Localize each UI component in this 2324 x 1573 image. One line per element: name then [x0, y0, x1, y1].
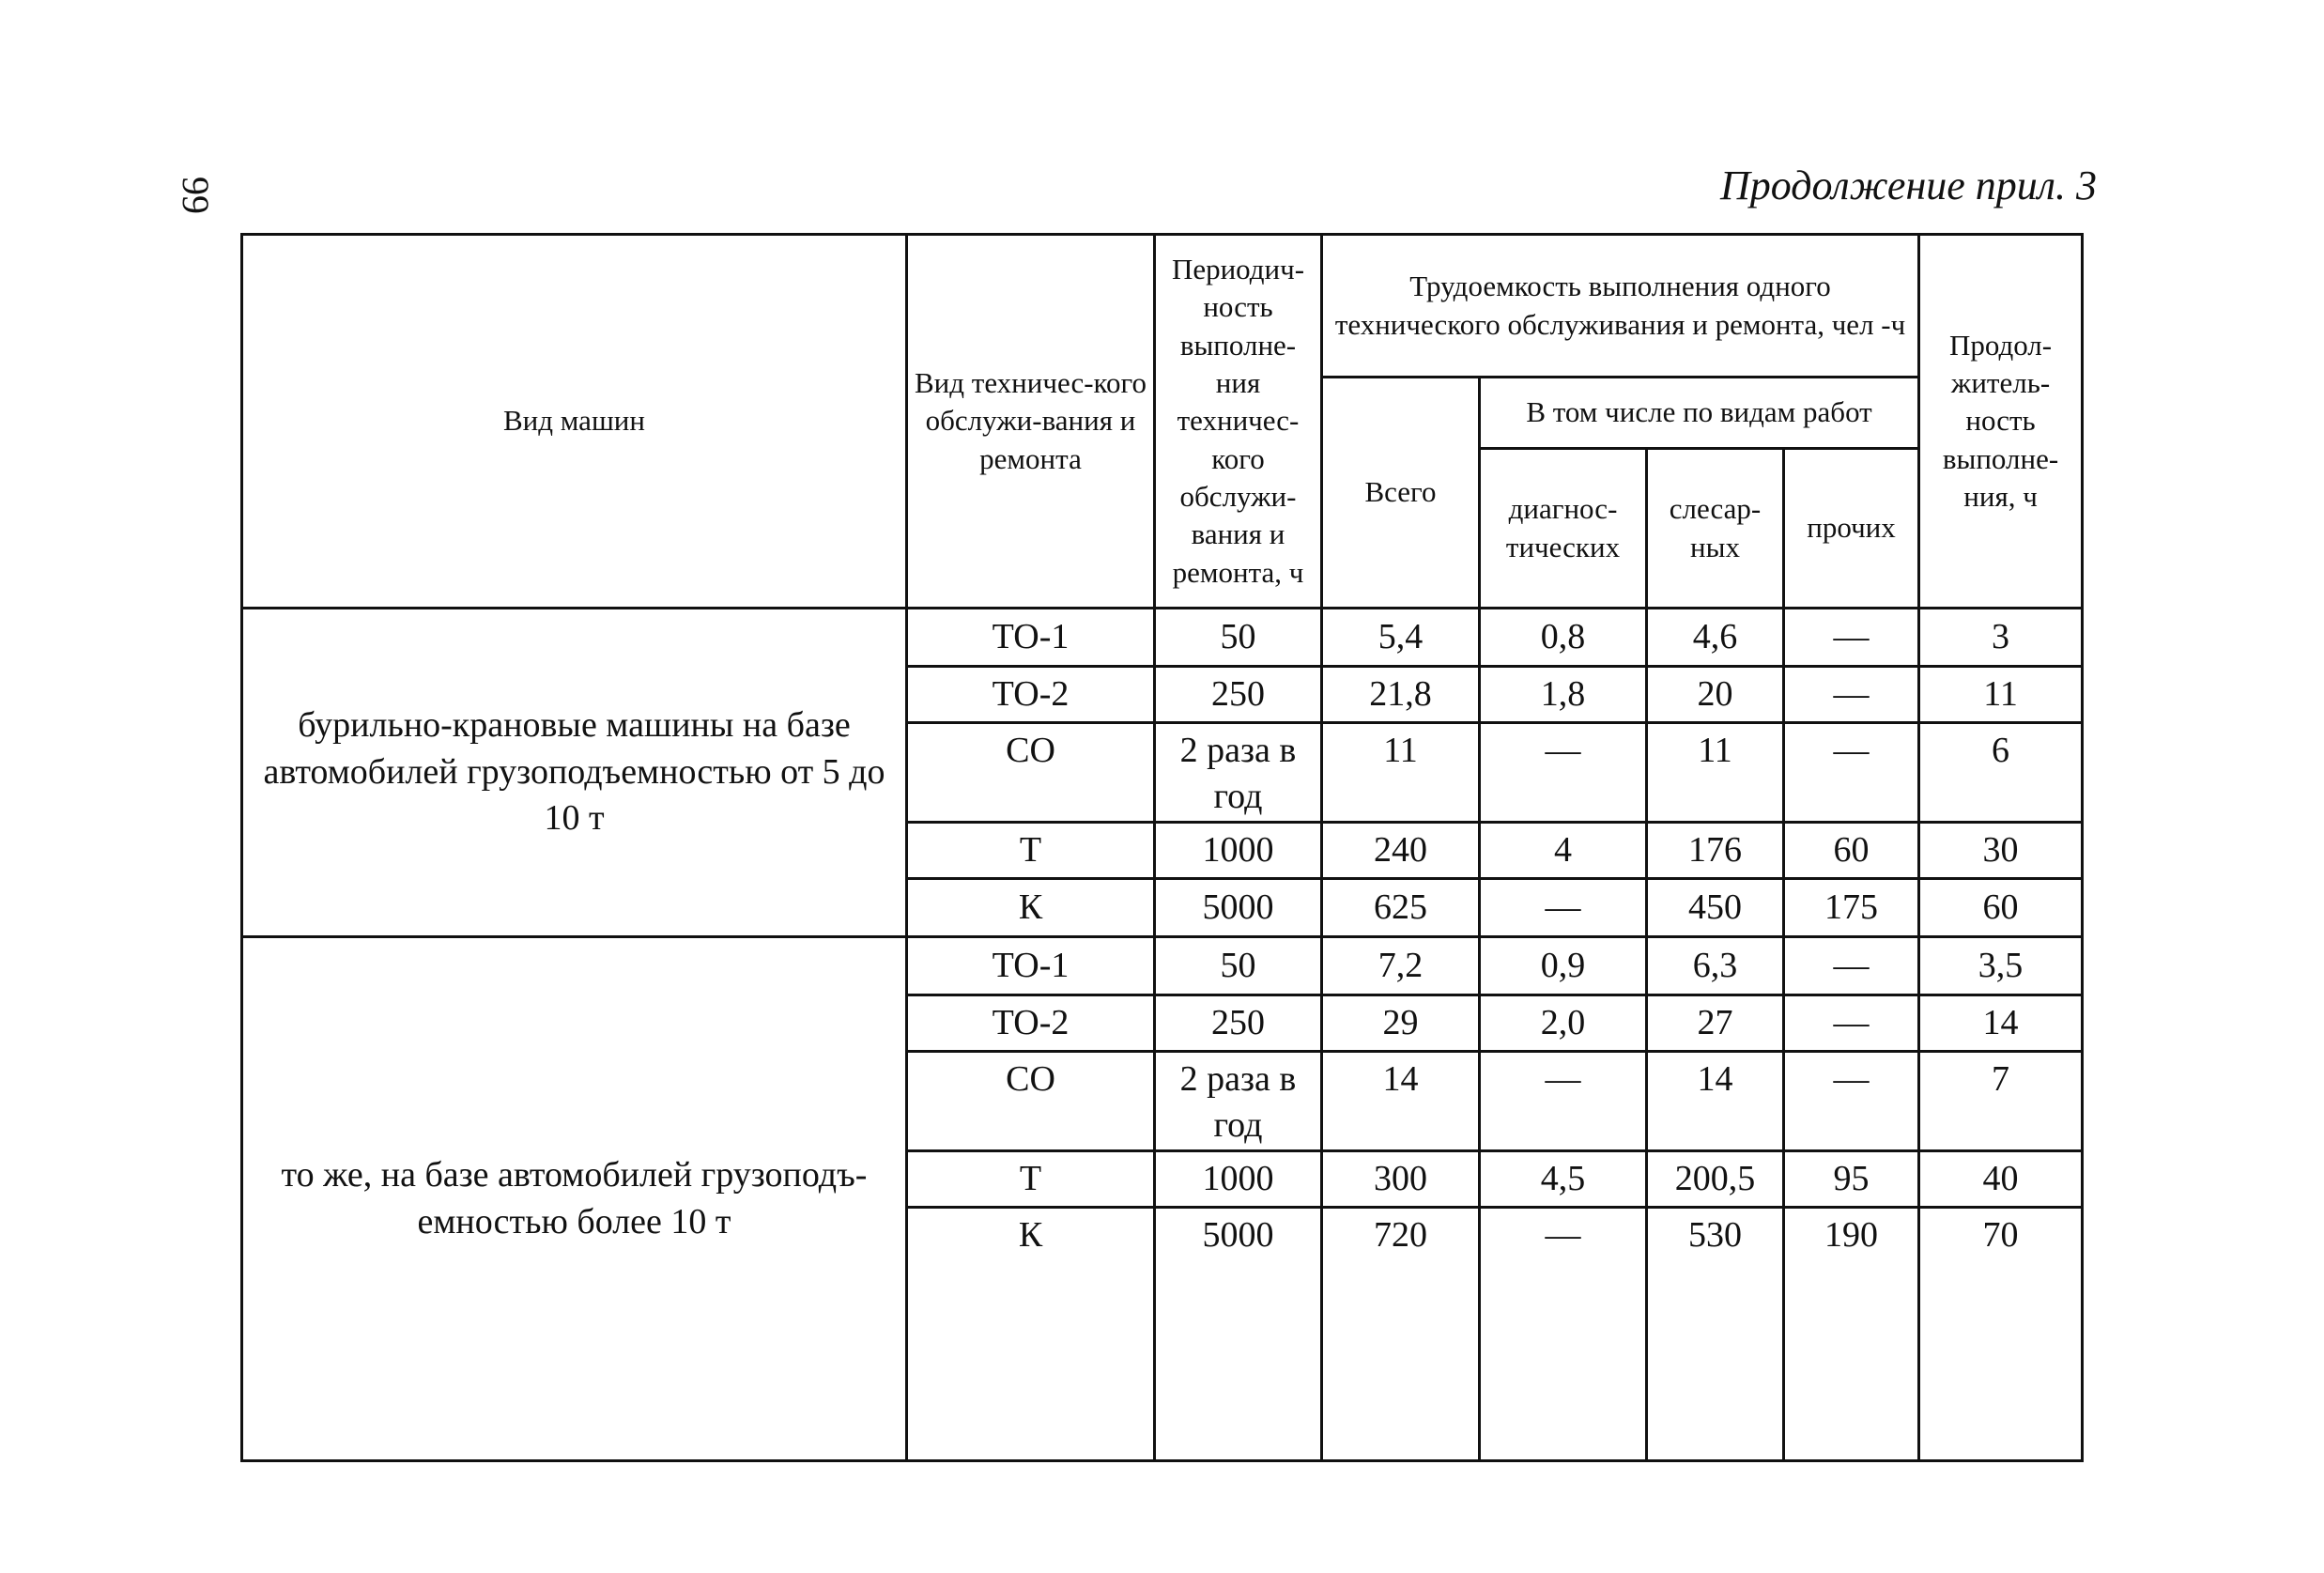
diagnostic-cell: 4: [1480, 823, 1647, 879]
periodicity-cell: 2 раза в год: [1155, 1052, 1322, 1151]
diagnostic-cell: —: [1480, 1208, 1647, 1461]
header-service-type: Вид техничес-кого обслужи-вания и ремонта: [907, 235, 1155, 609]
other-cell: —: [1784, 667, 1919, 723]
periodicity-cell: 1000: [1155, 823, 1322, 879]
service-cell: К: [907, 879, 1155, 937]
total-cell: 240: [1322, 823, 1480, 879]
header-periodicity: Периодич-ность выполне-ния техничес-кого обслужи-вания и ремонта, ч: [1155, 235, 1322, 609]
periodicity-cell: 2 раза в год: [1155, 723, 1322, 823]
other-cell: —: [1784, 723, 1919, 823]
total-cell: 300: [1322, 1151, 1480, 1208]
duration-cell: 30: [1919, 823, 2083, 879]
header-diagnostic: диагнос-тических: [1480, 449, 1647, 609]
diagnostic-cell: 4,5: [1480, 1151, 1647, 1208]
diagnostic-cell: —: [1480, 879, 1647, 937]
duration-cell: 7: [1919, 1052, 2083, 1151]
table-row: [242, 937, 2083, 995]
continuation-title: Продолжение прил. 3: [1720, 162, 2097, 208]
periodicity-cell: 50: [1155, 609, 1322, 667]
periodicity-cell: 250: [1155, 667, 1322, 723]
diagnostic-cell: 1,8: [1480, 667, 1647, 723]
periodicity-cell: 5000: [1155, 1208, 1322, 1461]
diagnostic-cell: —: [1480, 723, 1647, 823]
other-cell: 60: [1784, 823, 1919, 879]
diagnostic-cell: 2,0: [1480, 995, 1647, 1052]
fitter-cell: 14: [1647, 1052, 1784, 1151]
total-cell: 14: [1322, 1052, 1480, 1151]
total-cell: 21,8: [1322, 667, 1480, 723]
total-cell: 5,4: [1322, 609, 1480, 667]
fitter-cell: 450: [1647, 879, 1784, 937]
other-cell: —: [1784, 995, 1919, 1052]
periodicity-cell: 1000: [1155, 1151, 1322, 1208]
service-cell: СО: [907, 1052, 1155, 1151]
duration-cell: 60: [1919, 879, 2083, 937]
service-cell: СО: [907, 723, 1155, 823]
other-cell: —: [1784, 937, 1919, 995]
other-cell: 175: [1784, 879, 1919, 937]
fitter-cell: 4,6: [1647, 609, 1784, 667]
periodicity-cell: 5000: [1155, 879, 1322, 937]
duration-cell: 6: [1919, 723, 2083, 823]
other-cell: —: [1784, 1052, 1919, 1151]
periodicity-cell: 250: [1155, 995, 1322, 1052]
service-cell: ТО-1: [907, 609, 1155, 667]
duration-cell: 11: [1919, 667, 2083, 723]
diagnostic-cell: 0,8: [1480, 609, 1647, 667]
duration-cell: 14: [1919, 995, 2083, 1052]
fitter-cell: 27: [1647, 995, 1784, 1052]
page-number: 99: [175, 177, 217, 214]
fitter-cell: 6,3: [1647, 937, 1784, 995]
diagnostic-cell: —: [1480, 1052, 1647, 1151]
machine-type-cell: то же, на базе автомобилей грузоподъ-емностью более 10 т: [242, 937, 907, 1461]
fitter-cell: 20: [1647, 667, 1784, 723]
duration-cell: 70: [1919, 1208, 2083, 1461]
fitter-cell: 176: [1647, 823, 1784, 879]
header-duration: Продол-житель-ность выполне-ния, ч: [1919, 235, 2083, 609]
fitter-cell: 530: [1647, 1208, 1784, 1461]
service-cell: Т: [907, 1151, 1155, 1208]
service-cell: ТО-2: [907, 995, 1155, 1052]
duration-cell: 3,5: [1919, 937, 2083, 995]
total-cell: 720: [1322, 1208, 1480, 1461]
service-cell: ТО-2: [907, 667, 1155, 723]
fitter-cell: 200,5: [1647, 1151, 1784, 1208]
machine-type-cell: бурильно-крановые машины на базе автомобилей грузоподъемностью от 5 до 10 т: [242, 609, 907, 937]
header-fitter: слесар-ных: [1647, 449, 1784, 609]
other-cell: —: [1784, 609, 1919, 667]
header-total: Всего: [1322, 378, 1480, 609]
other-cell: 95: [1784, 1151, 1919, 1208]
table-row: [242, 609, 2083, 667]
other-cell: 190: [1784, 1208, 1919, 1461]
header-other: прочих: [1784, 449, 1919, 609]
header-labor-intensity: Трудоемкость выполнения одного технического обслуживания и ремонта, чел -ч: [1322, 235, 1919, 378]
fitter-cell: 11: [1647, 723, 1784, 823]
service-cell: Т: [907, 823, 1155, 879]
diagnostic-cell: 0,9: [1480, 937, 1647, 995]
total-cell: 625: [1322, 879, 1480, 937]
duration-cell: 40: [1919, 1151, 2083, 1208]
total-cell: 11: [1322, 723, 1480, 823]
service-cell: ТО-1: [907, 937, 1155, 995]
periodicity-cell: 50: [1155, 937, 1322, 995]
duration-cell: 3: [1919, 609, 2083, 667]
total-cell: 7,2: [1322, 937, 1480, 995]
header-by-work-type: В том числе по видам работ: [1480, 378, 1919, 449]
maintenance-table: [240, 233, 2084, 1462]
service-cell: К: [907, 1208, 1155, 1461]
total-cell: 29: [1322, 995, 1480, 1052]
header-machine-type: Вид машин: [242, 235, 907, 609]
